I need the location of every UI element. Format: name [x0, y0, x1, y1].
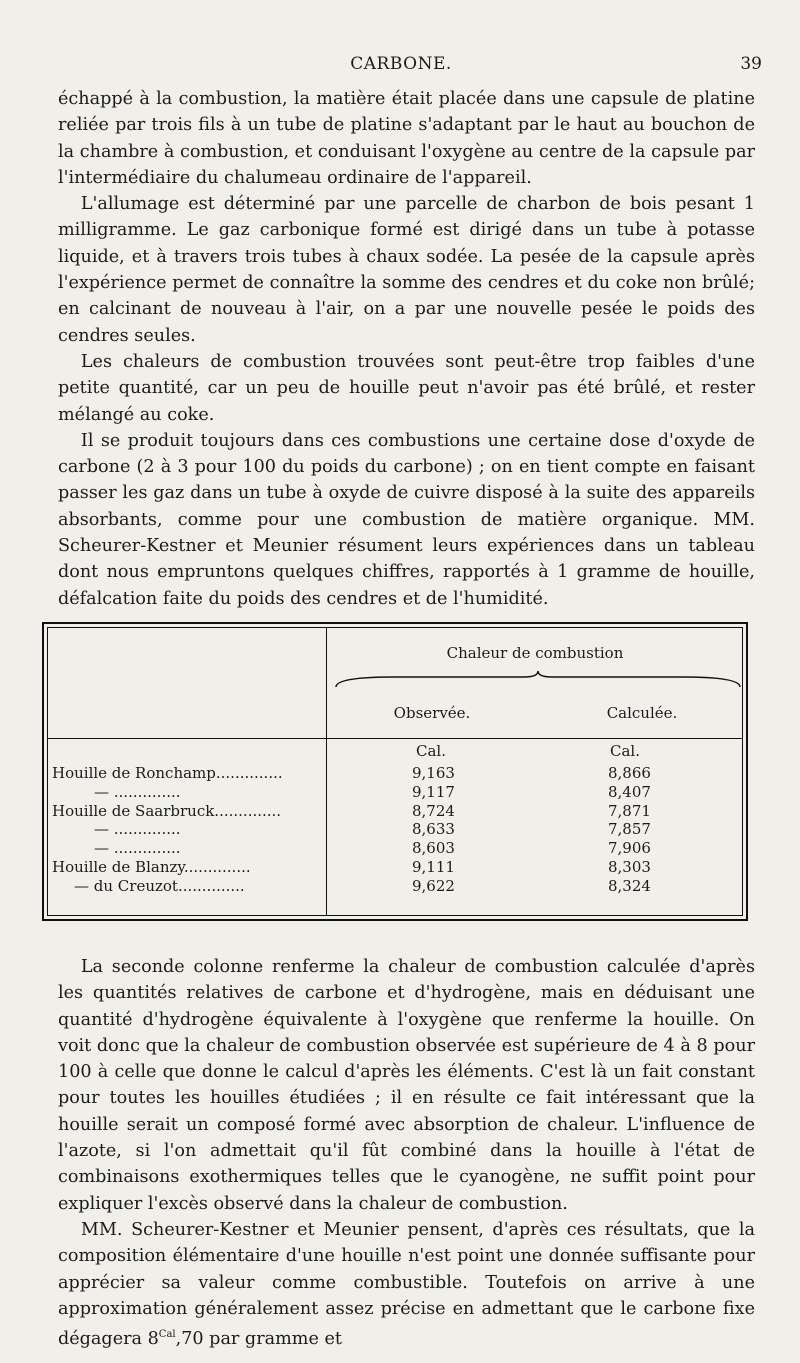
calculated-value: 8,407 — [608, 782, 651, 801]
paragraph: L'allumage est déterminé par une parcelle de charbon de bois pesant 1 milligramme. Le gaz carbonique formé est dirigé dans un tube à potasse liquide, et à travers trois tubes à chaux sodée. La pesée de la capsule après l'expérience permet de connaître la somme des cendres et du coke non brûlé; en calcinant de nouveau à l'air, on a par une nouvelle pesée le poids des cendres seules. — [58, 194, 755, 346]
paragraph: échappé à la combustion, la matière était placée dans une capsule de platine reliée par trois fils à un tube de platine s'adaptant par le haut au bouchon de la chambre à combustion, et conduisant l'oxygène au centre de la capsule par l'intermédiaire du chalumeau ordinaire de l'appareil. — [58, 89, 755, 188]
row-label: Houille de Blanzy.............. — [52, 857, 251, 876]
table-row — [52, 839, 742, 858]
row-label: — .............. — [94, 839, 181, 858]
observed-value: 8,633 — [412, 820, 455, 839]
observed-value: 8,603 — [412, 839, 455, 858]
observed-value: 9,117 — [412, 782, 455, 801]
paragraph-tail: ,70 par gramme et — [175, 1329, 342, 1350]
paragraph — [58, 1217, 755, 1352]
table-row — [52, 764, 742, 783]
page-number: 39 — [740, 54, 762, 74]
calculated-value: 8,866 — [608, 764, 651, 782]
row-label: Houille de Ronchamp.............. — [52, 764, 283, 782]
table-row — [52, 820, 742, 839]
row-label: — du Creuzot.............. — [74, 876, 245, 895]
observed-header: Observée. — [393, 704, 471, 722]
observed-unit: Cal. — [416, 742, 446, 760]
calculated-value: 7,871 — [608, 801, 651, 820]
paragraph: Les chaleurs de combustion trouvées sont peut-être trop faibles d'une petite quantité, car un peu de houille peut n'avoir pas été brûlé, et rester mélangé au coke. — [58, 351, 755, 425]
row-label: — .............. — [94, 820, 181, 839]
header-rule — [47, 738, 743, 739]
calculated-value: 8,303 — [608, 857, 651, 876]
body-text-bottom — [58, 954, 755, 1352]
combustion-table — [42, 622, 748, 921]
calculated-value: 7,857 — [608, 820, 651, 839]
body-text-top — [58, 86, 755, 612]
calculated-header: Calculée. — [606, 704, 678, 722]
brace-icon — [334, 669, 742, 689]
paragraph: Il se produit toujours dans ces combustions une certaine dose d'oxyde de carbone (2 à 3 pour 100 du poids du carbone) ; on en tient compte en faisant passer les gaz dans un tube à oxyde de cuivre disposé à la suite des appareils absorbants, comme pour une combustion de matière organique. MM. Scheurer-Kestner et Meunier résument leurs expériences dans un tableau dont nous empruntons quelques chiffres, rapportés à 1 gramme de houille, défalcation faite du poids des cendres et de l'humidité. — [58, 430, 755, 609]
observed-value: 9,622 — [412, 876, 455, 895]
paragraph: La seconde colonne renferme la chaleur de combustion calculée d'après les quantités relatives de carbone et d'hydrogène, mais en déduisant une quantité d'hydrogène équivalente à l'oxygène que renferme la houille. On voit donc que la chaleur de combustion observée est supérieure de 4 à 8 pour 100 à celle que donne le calcul d'après les éléments. C'est là un fait constant pour toutes les houilles étudiées ; il en résulte ce fait intéressant que la houille serait un composé formé avec absorption de chaleur. L'influence de l'azote, si l'on admettait qu'il fût combiné dans la houille à l'état de combinaisons exothermiques telles que le cyanogène, ne suffit point pour expliquer l'excès observé dans la chaleur de combustion. — [58, 957, 755, 1214]
table-row — [52, 783, 742, 802]
observed-value: 9,111 — [412, 857, 455, 876]
observed-value: 9,163 — [412, 764, 455, 782]
table-row — [52, 858, 742, 877]
page-header — [40, 52, 762, 78]
table-row — [52, 877, 742, 896]
row-label: — .............. — [94, 782, 181, 801]
calorie-superscript: Cal — [158, 1329, 176, 1341]
calculated-value: 7,906 — [608, 839, 651, 858]
observed-value: 8,724 — [412, 801, 455, 820]
table-body — [52, 764, 742, 896]
table-row — [52, 802, 742, 821]
calculated-unit: Cal. — [610, 742, 640, 760]
calculated-value: 8,324 — [608, 876, 651, 895]
group-header: Chaleur de combustion — [446, 644, 624, 662]
paragraph-text: MM. Scheurer-Kestner et Meunier pensent, d'après ces résultats, que la composition élémentaire d'une houille n'est point une donnée suffisante pour apprécier sa valeur comme combustible. Toutefois on arrive à une approximation généralement assez précise en admettant que le carbone fixe dégagera 8 — [58, 1219, 755, 1350]
row-label: Houille de Saarbruck.............. — [52, 801, 282, 820]
running-title: CARBONE. — [350, 54, 452, 74]
